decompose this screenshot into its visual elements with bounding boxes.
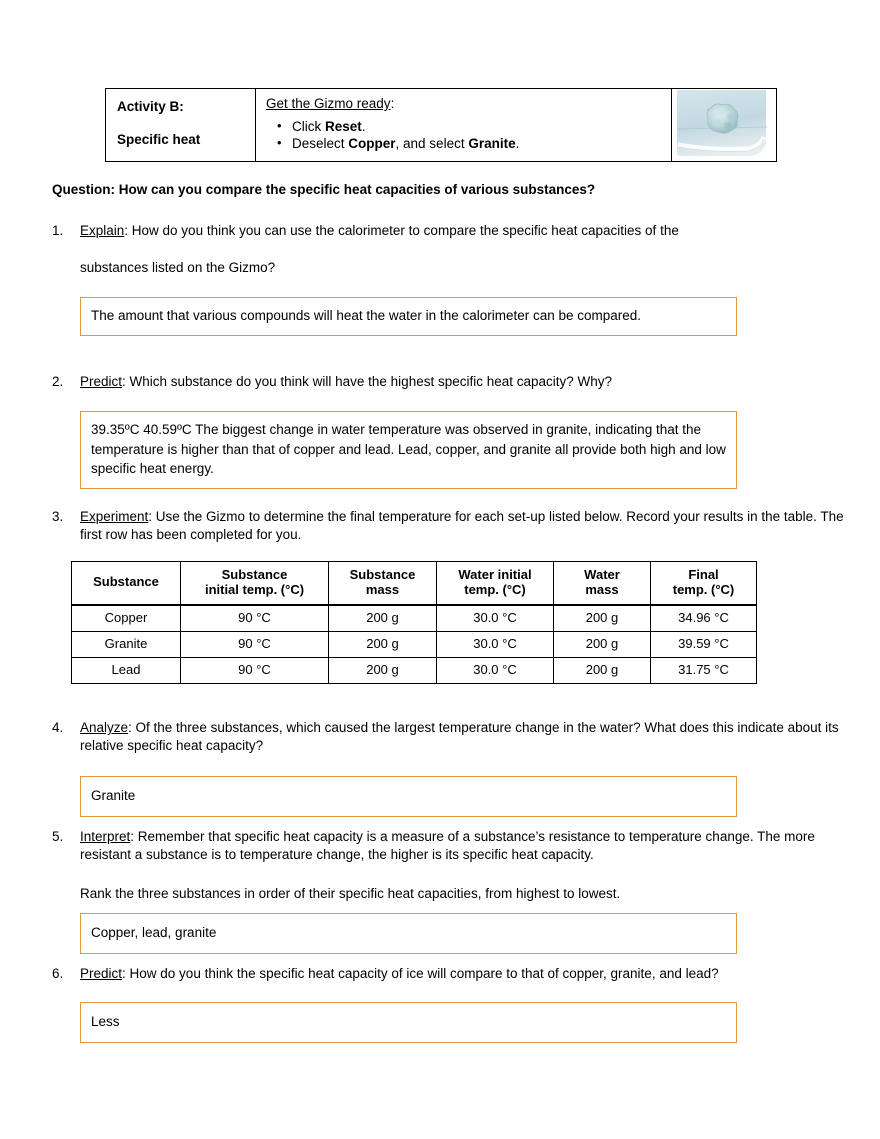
step-text-post: . (515, 136, 520, 151)
item-6-label: Predict (80, 966, 123, 981)
item-6 (52, 965, 848, 983)
cell-substance-initial-temp: 90 °C (181, 657, 329, 683)
table-header-row (72, 562, 757, 605)
table-header-water-initial-temp (437, 562, 554, 605)
item-6-paragraph (80, 965, 848, 983)
header-line-2: mass (585, 581, 619, 597)
header-line-1: Water initial (458, 567, 532, 582)
activity-steps-list (266, 120, 663, 151)
item-2-text: : Which substance do you think will have the highest specific heat capacity? Why? (122, 374, 613, 389)
item-1-label: Explain (80, 223, 125, 238)
activity-header-box (105, 88, 777, 162)
activity-title-line-1: Activity B: (117, 99, 184, 114)
table-header-substance-initial-temp (181, 562, 329, 605)
table-row (72, 605, 757, 631)
step-text-post: . (361, 118, 366, 134)
item-4-number: 4. (52, 720, 64, 735)
experiment-data-table (71, 561, 757, 684)
cell-final-temp: 34.96 °C (651, 605, 757, 631)
item-5-paragraph-2: Rank the three substances in order of their specific heat capacities, from highest to lowest. (80, 886, 621, 902)
question-heading: Question: How can you compare the specific heat capacities of various substances? (52, 182, 596, 197)
header-line-2: initial temp. (°C) (204, 581, 305, 597)
get-gizmo-ready-label: Get the Gizmo ready (266, 96, 391, 111)
header-line-1: Final (688, 567, 719, 582)
step-text-pre: Click (292, 118, 325, 134)
item-5-number: 5. (52, 829, 64, 844)
item-1-number: 1. (52, 223, 64, 238)
item-4-text: : Of the three substances, which caused the largest temperature change in the water? What does this indicate about its relative specific heat capacity? (80, 720, 839, 754)
item-4 (52, 719, 848, 755)
table-header-substance (72, 562, 181, 605)
item-1-paragraph-2: substances listed on the Gizmo? (80, 260, 276, 276)
header-line-1: Substance (93, 574, 159, 590)
answer-box-4[interactable]: Granite (80, 776, 737, 817)
cell-water-initial-temp: 30.0 °C (437, 605, 554, 631)
cell-water-mass: 200 g (554, 605, 651, 631)
item-5 (52, 828, 848, 904)
table-head (72, 562, 757, 605)
cell-substance-initial-temp: 90 °C (181, 605, 329, 631)
item-3-label: Experiment (80, 509, 149, 524)
table-header-substance-mass (329, 562, 437, 605)
activity-step-item (292, 120, 663, 134)
item-2-label: Predict (80, 374, 123, 389)
cell-final-temp-filled[interactable]: 39.59 °C (651, 631, 757, 657)
item-2-number: 2. (52, 374, 64, 389)
answer-box-2[interactable]: 39.35ºC 40.59ºC The biggest change in water temperature was observed in granite, indicating that the temperature is higher than that of copper and lead. Lead, copper, and granite all provide both high and low specific heat energy. (80, 411, 737, 489)
answer-box-5[interactable]: Copper, lead, granite (80, 913, 737, 954)
cell-final-temp-filled[interactable]: 31.75 °C (651, 657, 757, 683)
item-6-number: 6. (52, 966, 64, 981)
item-3-paragraph (80, 508, 848, 544)
item-4-paragraph (80, 719, 848, 755)
header-line-2: temp. (°C) (672, 581, 735, 597)
activity-instructions-cell (256, 89, 672, 161)
table-header-water-mass (554, 562, 651, 605)
activity-title-line-2: Specific heat (117, 131, 201, 147)
cell-substance: Copper (72, 605, 181, 631)
granite-calorimeter-thumbnail (672, 89, 776, 161)
activity-step-item (292, 137, 663, 151)
table-header-final-temp (651, 562, 757, 605)
cell-water-initial-temp: 30.0 °C (437, 657, 554, 683)
get-gizmo-ready-colon: : (390, 96, 395, 111)
item-1-body (80, 222, 848, 277)
header-line-1: Substance (349, 567, 416, 582)
item-1-text: : How do you think you can use the calorimeter to compare the specific heat capacities of the (124, 223, 679, 238)
header-line-1: Substance (221, 567, 288, 582)
step-text-pre: Deselect (292, 136, 349, 151)
item-3 (52, 508, 848, 544)
cell-substance-mass: 200 g (329, 631, 437, 657)
item-1-paragraph (80, 222, 848, 240)
experiment-data-table-wrapper (71, 561, 735, 684)
cell-substance-mass: 200 g (329, 605, 437, 631)
cell-substance-initial-temp: 90 °C (181, 631, 329, 657)
header-line-2: temp. (°C) (464, 581, 526, 597)
cell-water-mass: 200 g (554, 631, 651, 657)
header-line-2: mass (365, 581, 400, 597)
header-line-1: Water (584, 567, 620, 582)
item-2-body (80, 373, 848, 391)
table-body (72, 605, 757, 683)
cell-water-mass: 200 g (554, 657, 651, 683)
thumbnail-image (672, 89, 776, 161)
table-row (72, 631, 757, 657)
item-5-paragraph (80, 828, 848, 864)
step-text-bold: Reset (325, 118, 362, 134)
item-3-number: 3. (52, 509, 64, 524)
cell-water-initial-temp: 30.0 °C (437, 631, 554, 657)
item-3-body (80, 508, 848, 544)
item-6-body (80, 965, 848, 983)
step-text-bold: Copper (348, 136, 396, 151)
item-6-text: : How do you think the specific heat capacity of ice will compare to that of copper, granite, and lead? (122, 966, 719, 981)
table-row (72, 657, 757, 683)
item-3-text: : Use the Gizmo to determine the final temperature for each set-up listed below. Record your results in the table. The first row has been completed for you. (80, 509, 844, 543)
item-5-text: : Remember that specific heat capacity is a measure of a substance’s resistance to temperature change. The more resistant a substance is to temperature change, the higher is its specific heat capacity. (80, 829, 815, 863)
item-1 (52, 222, 848, 277)
item-4-body (80, 719, 848, 755)
item-5-label: Interpret (80, 829, 131, 844)
cell-substance: Lead (72, 657, 181, 683)
item-2-paragraph (80, 373, 848, 391)
cell-substance-mass: 200 g (329, 657, 437, 683)
activity-title-cell (106, 89, 256, 161)
cell-substance: Granite (72, 631, 181, 657)
answer-box-6[interactable]: Less (80, 1002, 737, 1043)
answer-box-1[interactable]: The amount that various compounds will heat the water in the calorimeter can be compared. (80, 297, 737, 336)
step-text-bold-2: Granite (468, 136, 516, 151)
item-2 (52, 373, 848, 391)
step-text-mid: , and select (395, 136, 469, 151)
item-5-body (80, 828, 848, 904)
item-4-label: Analyze (80, 720, 129, 735)
